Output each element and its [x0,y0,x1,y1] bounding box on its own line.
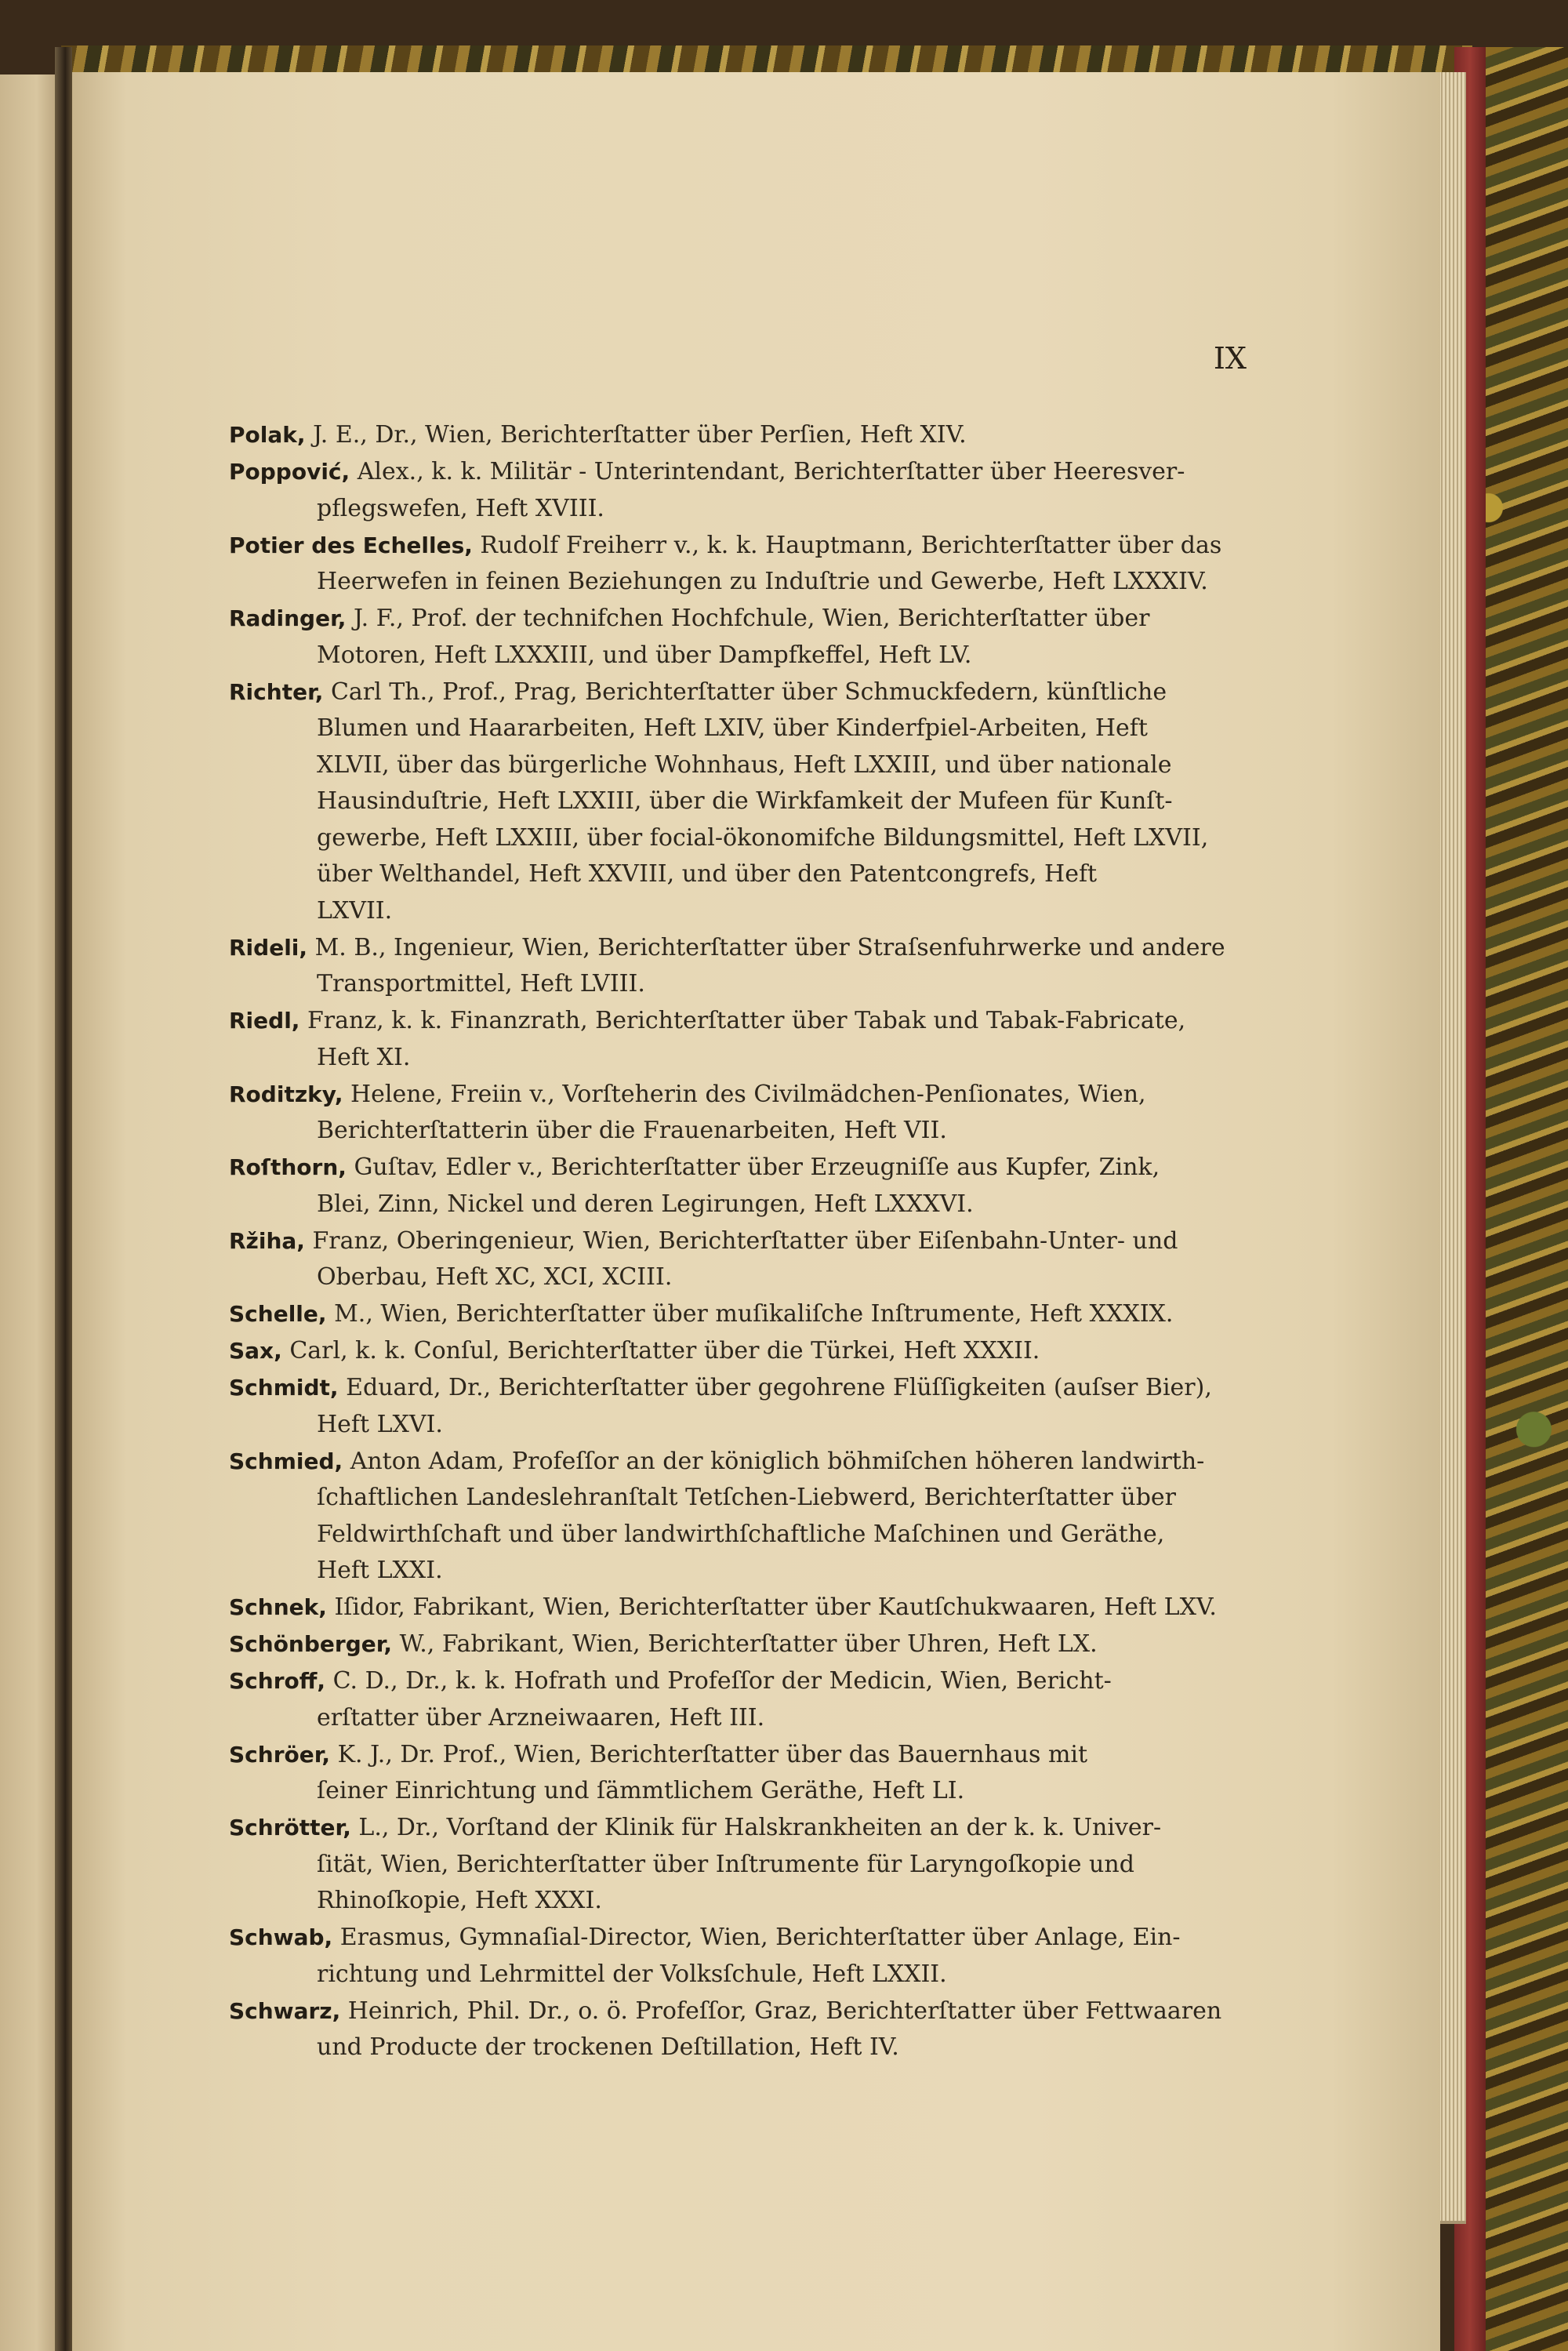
entry-text: Feldwirthſchaft und über landwirthſchaftliche Maſchinen und Geräthe, [317,1520,1165,1548]
entry-text: Helene, Freiin v., Vorſteherin des Civilmädchen-Penſionates, Wien, [350,1080,1146,1108]
index-entry [229,674,1240,930]
entry-text: Heft LXVI. [317,1410,443,1438]
entry-first-line [229,1150,1240,1186]
entry-continuation-line [229,491,1240,528]
entry-text: Blei, Zinn, Nickel und deren Legirungen, Heft LXXXVI. [317,1190,974,1218]
entry-name: Schelle, [229,1301,327,1327]
entry-text: Guſtav, Edler v., Berichterſtatter über Erzeugniſſe aus Kupfer, Zink, [354,1154,1160,1181]
entry-text: erſtatter über Arzneiwaaren, Heft III. [317,1703,765,1731]
entry-name: Schnek, [229,1594,327,1620]
entry-text: ſchaftlichen Landeslehranſtalt Tetſchen-Liebwerd, Berichterſtatter über [317,1484,1176,1511]
page-number: IX [1213,341,1247,376]
entry-text: richtung und Lehrmittel der Volksſchule, Heft LXXII. [317,1960,947,1988]
entry-name: Schröer, [229,1741,331,1768]
entry-continuation-line [229,856,1240,893]
entry-name: Sax, [229,1338,282,1364]
entry-continuation-line [229,1957,1240,1993]
entry-text: Heinrich, Phil. Dr., o. ö. Profeſſor, Graz, Berichterſtatter über Fettwaaren [347,1997,1222,2025]
index-entry [229,417,1240,454]
entry-text: gewerbe, Heft LXXIII, über focial-ökonomifche Bildungsmittel, Heft LXVII, [317,823,1209,852]
entry-name: Rideli, [229,934,308,961]
entry-text: pflegswefen, Heft XVIII. [317,494,604,522]
entry-name: Poppović, [229,459,350,485]
entry-continuation-line [229,1847,1240,1884]
entry-text: und Producte der trockenen Deſtillation, Heft IV. [317,2033,899,2061]
entry-first-line [229,1370,1240,1407]
entry-name: Schrötter, [229,1815,351,1840]
entry-name: Radinger, [229,605,347,631]
entry-text: Carl, k. k. Conſul, Berichterſtatter über die Türkei, Heft XXXII. [289,1337,1040,1364]
entry-text: Rudolf Freiherr v., k. k. Hauptmann, Berichterſtatter über das [480,531,1222,559]
entry-text: Heerwefen in feinen Beziehungen zu Induſtrie und Gewerbe, Heft LXXXIV. [317,568,1208,595]
spine-gutter [55,47,72,2351]
index-entry [229,1920,1240,1993]
index-entry [229,930,1240,1003]
entry-name: Schwab, [229,1924,333,1950]
entry-first-line [229,674,1240,711]
entry-first-line [229,1626,1240,1663]
entry-continuation-line [229,2029,1240,2066]
index-entry [229,601,1240,674]
entry-text: Heft XI. [317,1043,411,1071]
index-entry [229,1810,1240,1920]
entry-text: Heft LXXI. [317,1557,443,1584]
entry-text: Carl Th., Prof., Prag, Berichterſtatter über Schmuckfedern, künſtliche [330,678,1167,706]
entry-text: Blumen und Haararbeiten, Heft LXIV, über Kinderfpiel-Arbeiten, Heft [317,714,1148,742]
left-page-edge [0,74,61,2351]
entry-text: Alex., k. k. Militär - Unterintendant, Berichterſtatter über Heeresver- [357,458,1185,485]
entry-first-line [229,1590,1240,1626]
entry-continuation-line [229,893,1240,930]
entry-text: ſität, Wien, Berichterſtatter über Inſtrumente für Laryngoſkopie und [317,1850,1134,1878]
entry-text: Berichterſtatterin über die Frauenarbeiten, Heft VII. [317,1117,947,1144]
entry-text: Hausinduſtrie, Heft LXXIII, über die Wirkfamkeit der Mufeen für Kunſt- [317,787,1173,815]
entry-first-line [229,1920,1240,1957]
entry-name: Polak, [229,422,306,448]
entry-text: J. E., Dr., Wien, Berichterſtatter über Perſien, Heft XIV. [313,421,967,449]
right-page [72,72,1440,2351]
entry-first-line [229,1737,1240,1774]
entry-continuation-line [229,1883,1240,1920]
entry-text: Anton Adam, Profeſſor an der königlich böhmiſchen höheren landwirth- [350,1447,1205,1475]
entry-name: Schwarz, [229,1997,341,2024]
entry-name: Schmidt, [229,1375,339,1401]
entry-text: LXVII. [317,896,393,925]
entry-first-line [229,930,1240,967]
entry-first-line [229,1296,1240,1333]
entry-continuation-line [229,1553,1240,1590]
index-entry [229,1150,1240,1223]
index-entry [229,1737,1240,1810]
entry-first-line [229,454,1240,491]
index-entry [229,1663,1240,1736]
entry-first-line [229,528,1240,565]
entry-text: J. F., Prof. der technifchen Hochfchule, Wien, Berichterſtatter über [353,605,1150,632]
entry-continuation-line [229,1700,1240,1737]
entry-first-line [229,1993,1240,2030]
entry-continuation-line [229,638,1240,674]
entry-text: XLVII, über das bürgerliche Wohnhaus, Heft LXXIII, und über nationale [317,750,1172,779]
entry-name: Ržiha, [229,1227,305,1254]
entry-first-line [229,1003,1240,1040]
index-entry [229,1444,1240,1590]
entry-text: Motoren, Heft LXXXIII, und über Dampfkeffel, Heft LV. [317,641,972,669]
index-entry [229,1993,1240,2066]
entry-name: Richter, [229,678,324,705]
index-entry [229,1003,1240,1076]
entry-first-line [229,1663,1240,1700]
entry-text: Transportmittel, Heft LVIII. [317,970,645,997]
index-entry [229,1223,1240,1296]
entry-continuation-line [229,1773,1240,1810]
entry-text: Franz, Oberingenieur, Wien, Berichterſtatter über Eiſenbahn-Unter- und [312,1226,1178,1255]
entry-continuation-line [229,783,1240,820]
entry-text: K. J., Dr. Prof., Wien, Berichterſtatter über das Bauernhaus mit [337,1740,1088,1768]
entry-text: M., Wien, Berichterſtatter über muſikaliſche Inſtrumente, Heft XXXIX. [334,1300,1174,1328]
entry-continuation-line [229,820,1240,857]
entry-continuation-line [229,966,1240,1003]
entry-name: Riedl, [229,1008,300,1034]
index-entry [229,528,1240,601]
index-entry [229,1077,1240,1150]
entry-first-line [229,1077,1240,1114]
entry-text: C. D., Dr., k. k. Hofrath und Profeſſor der Medicin, Wien, Bericht- [332,1667,1112,1695]
entry-text: ſeiner Einrichtung und ſämmtlichem Geräthe, Heft LI. [317,1777,965,1804]
index-entry [229,1296,1240,1333]
entry-name: Schönberger, [229,1631,393,1657]
entry-first-line [229,1223,1240,1260]
entry-continuation-line [229,1480,1240,1517]
entry-continuation-line [229,1113,1240,1150]
entry-text: M. B., Ingenieur, Wien, Berichterſtatter über Straſsenfuhrwerke und andere [314,933,1225,961]
index-entry [229,1626,1240,1663]
entry-first-line [229,417,1240,454]
entry-text: W., Fabrikant, Wien, Berichterſtatter über Uhren, Heft LX. [399,1630,1098,1658]
entry-continuation-line [229,1040,1240,1077]
entry-text: Rhinoſkopie, Heft XXXI. [317,1887,602,1914]
entry-continuation-line [229,1407,1240,1444]
entry-continuation-line [229,1186,1240,1223]
entry-continuation-line [229,710,1240,747]
entry-text: Erasmus, Gymnaſial-Director, Wien, Berichterſtatter über Anlage, Ein- [339,1924,1181,1951]
index-entry [229,1333,1240,1370]
entry-name: Potier des Echelles, [229,532,473,558]
entry-text: Oberbau, Heft XC, XCI, XCIII. [317,1263,673,1291]
entry-name: Roditzky, [229,1081,343,1107]
index-entry [229,1370,1240,1443]
entry-first-line [229,1444,1240,1481]
entry-continuation-line [229,747,1240,784]
entry-continuation-line [229,1517,1240,1553]
entry-continuation-line [229,1259,1240,1296]
entry-text: Franz, k. k. Finanzrath, Berichterſtatter über Tabak und Tabak-Fabricate, [307,1007,1186,1034]
entry-name: Roſthorn, [229,1154,347,1180]
entry-first-line [229,1333,1240,1370]
entry-text: über Welthandel, Heft XXVIII, und über den Patentcongrefs, Heft [317,860,1098,888]
entry-text: Eduard, Dr., Berichterſtatter über gegohrene Flüſſigkeiten (auſser Bier), [346,1374,1212,1401]
entry-continuation-line [229,564,1240,601]
index-entry [229,454,1240,527]
entry-text: Iſidor, Fabrikant, Wien, Berichterſtatter über Kautſchukwaaren, Heft LXV. [334,1593,1217,1621]
entry-text: L., Dr., Vorſtand der Klinik für Halskrankheiten an der k. k. Univer- [358,1814,1162,1841]
entry-name: Schroff, [229,1668,326,1694]
index-entry [229,1590,1240,1626]
entry-first-line [229,601,1240,638]
entry-name: Schmied, [229,1448,343,1474]
entry-first-line [229,1810,1240,1847]
